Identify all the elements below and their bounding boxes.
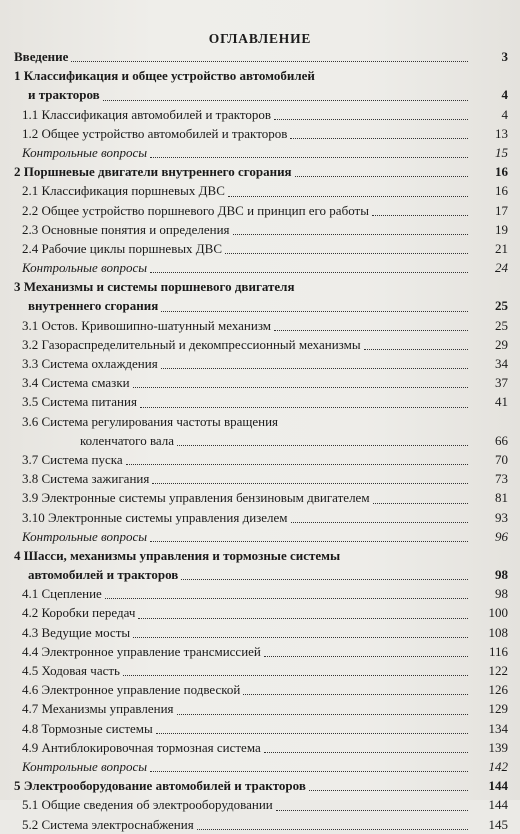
- toc-entry: [14, 795, 508, 814]
- dot-leader: [150, 771, 468, 772]
- toc-entry-page: 15: [495, 144, 508, 160]
- toc-entry: [14, 661, 508, 680]
- toc-entry: [14, 47, 508, 66]
- toc-entry: [14, 354, 508, 373]
- toc-entry: [14, 412, 508, 431]
- toc-entry: [14, 162, 508, 181]
- dot-leader: [133, 637, 468, 638]
- toc-entry-page: 37: [495, 375, 508, 391]
- dot-leader: [372, 215, 468, 216]
- dot-leader: [133, 387, 468, 388]
- toc-entry-title: 4.9 Антиблокировочная тормозная система: [22, 739, 261, 755]
- dot-leader: [309, 790, 468, 791]
- toc-entry-title: 3.1 Остов. Кривошипно-шатунный механизм: [22, 317, 272, 333]
- toc-entry: [14, 488, 508, 507]
- toc-entry-title: внутреннего сгорания: [28, 298, 159, 314]
- toc-entry-page: 126: [488, 682, 508, 698]
- toc-entry: [14, 584, 508, 603]
- toc-entry-page: 73: [495, 471, 508, 487]
- toc-entry-page: 4: [501, 106, 508, 122]
- toc-entry: [14, 603, 508, 622]
- toc-entry-page: 4: [501, 87, 508, 103]
- toc-entry-title: 4.5 Ходовая часть: [22, 663, 120, 678]
- dot-leader: [228, 196, 468, 197]
- dot-leader: [274, 119, 468, 120]
- toc-entry-page: 17: [495, 202, 508, 218]
- toc-entry: [14, 373, 508, 392]
- toc-entry-page: 19: [495, 221, 508, 237]
- toc-entry: [14, 85, 508, 104]
- toc-entry-title: Контрольные вопросы: [22, 758, 148, 774]
- toc-entry-page: 93: [495, 509, 508, 525]
- toc-entry-title: Контрольные вопросы: [22, 144, 148, 160]
- toc-entry-page: 70: [495, 451, 508, 467]
- toc-entry-title: Контрольные вопросы: [22, 260, 148, 276]
- toc-entry-title: 5.1 Общие сведения об электрооборудовании: [22, 797, 273, 813]
- toc-entry-page: 144: [488, 778, 508, 794]
- toc-entry: [14, 565, 508, 584]
- toc-entry-page: 100: [488, 605, 508, 621]
- toc-entry-title: 5.2 Система электроснабжения: [22, 816, 194, 832]
- toc-entry-title: Контрольные вопросы: [22, 528, 148, 544]
- dot-leader: [181, 579, 468, 580]
- toc-entry-title: 1.2 Общее устройство автомобилей и тракторов: [22, 125, 288, 141]
- toc-entry: [14, 181, 508, 200]
- dot-leader: [233, 234, 468, 235]
- toc-entry-title: 2 Поршневые двигатели внутреннего сгорания: [14, 164, 292, 180]
- toc-entry-page: 29: [495, 336, 508, 352]
- toc-entry: [14, 105, 508, 124]
- dot-leader: [150, 272, 468, 273]
- toc-entry-title: 4.4 Электронное управление трансмиссией: [22, 643, 261, 659]
- toc-entry: [14, 335, 508, 354]
- toc-entry-title: 5 Электрооборудование автомобилей и тракторов: [14, 778, 306, 794]
- toc-entry: [14, 757, 508, 776]
- toc-entry-page: 122: [488, 663, 508, 678]
- toc-entry-title: 1.1 Классификация автомобилей и тракторов: [22, 106, 272, 122]
- dot-leader: [177, 445, 468, 446]
- toc-entry-title: 4.8 Тормозные системы: [22, 720, 153, 736]
- toc-entry-page: 96: [495, 528, 508, 544]
- toc-entry-title: 4.7 Механизмы управления: [22, 701, 174, 717]
- toc-entry: [14, 546, 508, 565]
- dot-leader: [264, 752, 468, 753]
- dot-leader: [140, 407, 468, 408]
- toc-entry-page: 116: [488, 643, 508, 659]
- dot-leader: [161, 311, 468, 312]
- toc-entry-page: 145: [488, 816, 508, 832]
- toc-entry-page: 98: [495, 586, 508, 602]
- toc-entry-page: 134: [488, 720, 508, 736]
- toc-entry-title: 4.2 Коробки передач: [22, 605, 136, 621]
- toc-entry-title: 3.8 Система зажигания: [22, 471, 150, 487]
- toc-entry-title: 3.7 Система пуска: [22, 451, 123, 467]
- toc-entry: [14, 719, 508, 738]
- dot-leader: [197, 829, 468, 830]
- dot-leader: [373, 503, 468, 504]
- toc-entry-page: 24: [495, 260, 508, 276]
- toc-entry-page: 34: [495, 356, 508, 371]
- dot-leader: [105, 598, 468, 599]
- toc-entry-title: 3.2 Газораспределительный и декомпрессионный механизмы: [22, 336, 361, 352]
- toc-entry: [14, 66, 508, 85]
- dot-leader: [276, 810, 468, 811]
- toc-entry: [14, 316, 508, 335]
- toc-entry-title: 2.1 Классификация поршневых ДВС: [22, 183, 225, 199]
- toc-entry-page: 25: [495, 298, 508, 314]
- toc-entry: [14, 738, 508, 757]
- toc-entry-page: 25: [495, 317, 508, 333]
- dot-leader: [150, 157, 468, 158]
- toc-entry-title: 2.2 Общее устройство поршневого ДВС и принцип его работы: [22, 202, 369, 218]
- toc-entry-title: 2.4 Рабочие циклы поршневых ДВС: [22, 240, 223, 256]
- toc-entry: [14, 258, 508, 277]
- toc-entry: [14, 392, 508, 411]
- toc-entry-title: 1 Классификация и общее устройство автомобилей: [14, 68, 315, 84]
- toc-entry-title: 3.10 Электронные системы управления дизелем: [22, 509, 288, 525]
- toc-entry-page: 129: [488, 701, 508, 717]
- toc-entry-page: 142: [488, 758, 508, 774]
- toc-entry: [14, 124, 508, 143]
- toc-entry-page: 13: [495, 125, 508, 141]
- toc-entry: [14, 508, 508, 527]
- toc-entry-page: 16: [495, 183, 508, 199]
- toc-entry: [14, 680, 508, 699]
- dot-leader: [291, 522, 468, 523]
- dot-leader: [274, 330, 468, 331]
- toc-entry-page: 108: [488, 624, 508, 640]
- toc-entry-title: 3.6 Система регулирования частоты вращения: [22, 413, 279, 429]
- toc-entry: [14, 450, 508, 469]
- toc-entry: [14, 623, 508, 642]
- toc-entry-page: 21: [495, 240, 508, 256]
- toc-entry-title: Введение: [14, 49, 69, 64]
- toc-title: ОГЛАВЛЕНИЕ: [208, 31, 312, 46]
- dot-leader: [123, 675, 468, 676]
- toc-entry-title: 4.6 Электронное управление подвеской: [22, 682, 241, 698]
- dot-leader: [152, 483, 468, 484]
- toc-entry: [14, 296, 508, 315]
- toc-entry-page: 3: [501, 49, 508, 64]
- dot-leader: [364, 349, 468, 350]
- toc-entry-title: 4 Шасси, механизмы управления и тормозные системы: [14, 547, 341, 563]
- toc-entry: [14, 469, 508, 488]
- toc-entry-title: 3 Механизмы и системы поршневого двигателя: [14, 279, 295, 295]
- dot-leader: [150, 541, 468, 542]
- dot-leader: [103, 100, 468, 101]
- toc-entry-title: 2.3 Основные понятия и определения: [22, 221, 230, 237]
- dot-leader: [225, 253, 468, 254]
- toc-entry-page: 16: [495, 164, 508, 180]
- dot-leader: [156, 733, 468, 734]
- table-of-contents: [14, 47, 508, 834]
- toc-entry: [14, 239, 508, 258]
- dot-leader: [243, 694, 468, 695]
- toc-entry: [14, 776, 508, 795]
- dot-leader: [177, 714, 468, 715]
- toc-entry-page: 144: [488, 797, 508, 813]
- toc-entry: [14, 143, 508, 162]
- dot-leader: [295, 176, 468, 177]
- toc-entry-page: 139: [488, 739, 508, 755]
- toc-entry-page: 81: [495, 490, 508, 506]
- toc-entry-title: автомобилей и тракторов: [28, 567, 179, 583]
- toc-entry: [14, 201, 508, 220]
- toc-entry-title: 3.3 Система охлаждения: [22, 356, 158, 371]
- toc-entry-title: 3.5 Система питания: [22, 394, 137, 410]
- dot-leader: [264, 656, 468, 657]
- dot-leader: [138, 618, 468, 619]
- toc-entry: [14, 220, 508, 239]
- toc-entry-title: 4.1 Сцепление: [22, 586, 102, 602]
- toc-entry-page: 41: [495, 394, 508, 410]
- toc-entry: [14, 527, 508, 546]
- toc-entry-title: 3.9 Электронные системы управления бензиновым двигателем: [22, 490, 370, 506]
- toc-entry-title: коленчатого вала: [80, 432, 175, 448]
- toc-entry: [14, 815, 508, 834]
- toc-entry-title: и тракторов: [28, 87, 100, 103]
- toc-entry: [14, 431, 508, 450]
- toc-entry: [14, 642, 508, 661]
- toc-entry-title: 3.4 Система смазки: [22, 375, 130, 391]
- dot-leader: [126, 464, 468, 465]
- toc-entry-title: 4.3 Ведущие мосты: [22, 624, 131, 640]
- toc-entry-page: 66: [495, 432, 508, 448]
- dot-leader: [161, 368, 468, 369]
- toc-entry-page: 98: [495, 567, 508, 583]
- toc-entry: [14, 699, 508, 718]
- toc-entry: [14, 277, 508, 296]
- dot-leader: [290, 138, 468, 139]
- dot-leader: [71, 61, 468, 62]
